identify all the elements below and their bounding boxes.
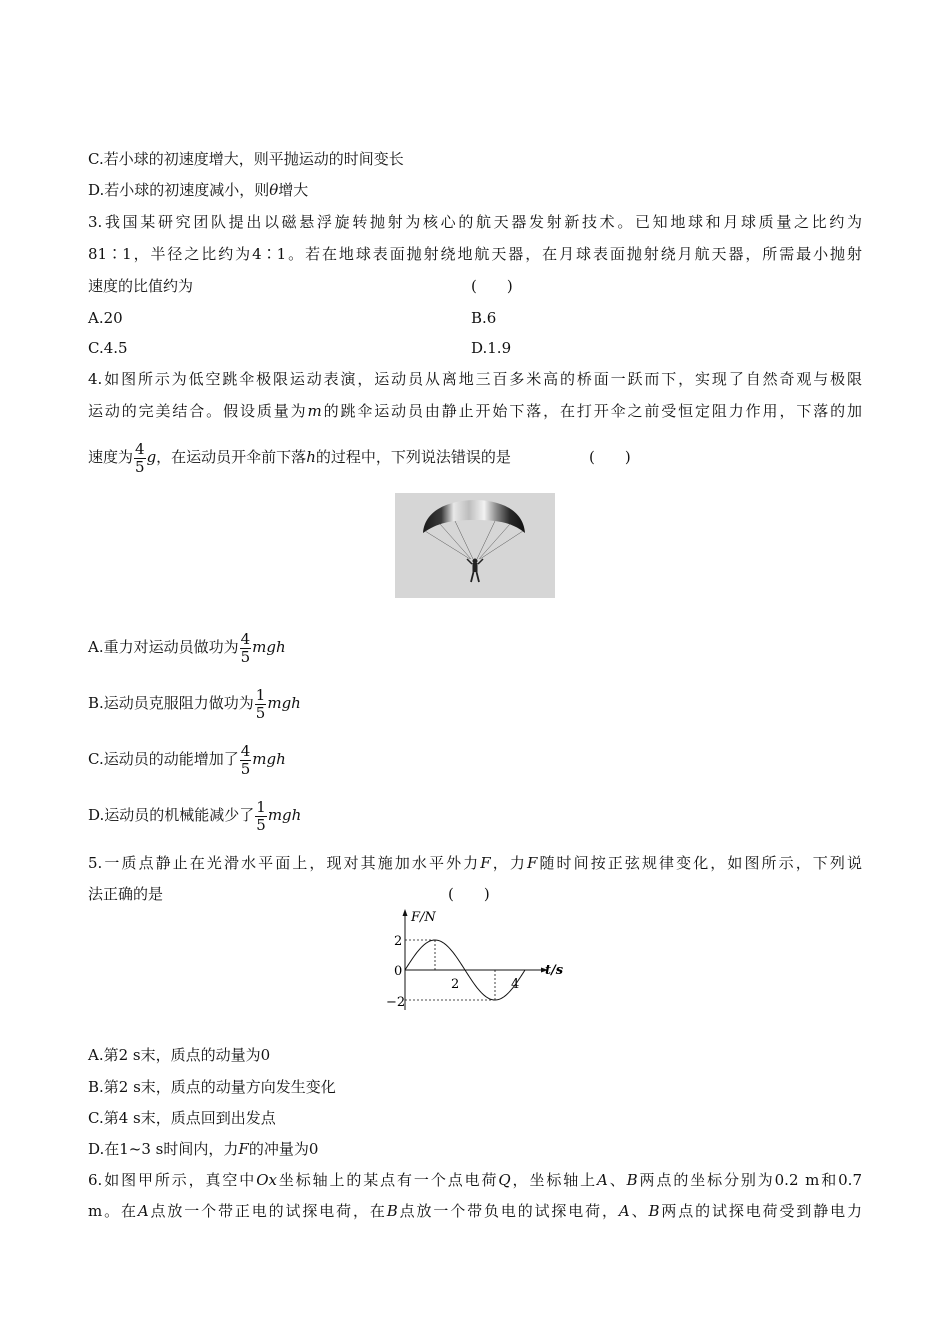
- q4-option-d: D.运动员的机械能减少了 $\frac{1}{5}$ mgh: [88, 797, 302, 834]
- q5-option-d: D.在1~3 s时间内，力F的冲量为0: [88, 1140, 319, 1158]
- x-tick-label-2: 2: [451, 977, 460, 992]
- q5-stem-line-1: 5.一质点静止在光滑水平面上，现对其施加水平外力F，力F随时间按正弦规律变化，如图所示，下列说: [88, 854, 862, 872]
- fraction: $\frac{4}{5}$: [240, 741, 251, 778]
- q3-stem-line-1: 3.我国某研究团队提出以磁悬浮旋转抛射为核心的航天器发射新技术。已知地球和月球质量之比约为: [88, 213, 862, 231]
- q2-option-c: C.若小球的初速度增大，则平抛运动的时间变长: [88, 150, 404, 168]
- q3-stem-line-3: 速度的比值约为: [88, 277, 194, 295]
- q4-stem-line-2: 运动的完美结合。假设质量为m的跳伞运动员由静止开始下落，在打开伞之前受恒定阻力作用，下落的加: [88, 402, 862, 420]
- q4-option-c: C.运动员的动能增加了 $\frac{4}{5}$ mgh: [88, 741, 286, 778]
- x-axis-label: t/s: [545, 963, 564, 978]
- q5-option-a: A.第2 s末，质点的动量为0: [88, 1046, 271, 1064]
- y-axis-arrow: [403, 909, 408, 916]
- y-tick-label-neg2: −2: [386, 995, 406, 1010]
- q3-option-c: C.4.5: [88, 339, 128, 357]
- q3-stem-line-2: 81∶1，半径之比约为4∶1。若在地球表面抛射绕地航天器，在月球表面抛射绕月航天器，所需最小抛射: [88, 245, 862, 263]
- q4-stem-line-1: 4.如图所示为低空跳伞极限运动表演，运动员从离地三百多米高的桥面一跃而下，实现了自然奇观与极限: [88, 370, 862, 388]
- q4-option-a: A.重力对运动员做功为 $\frac{4}{5}$ mgh: [88, 629, 286, 666]
- q6-stem-line-1: 6.如图甲所示，真空中Ox坐标轴上的某点有一个点电荷Q，坐标轴上A、B两点的坐标分别为0.2 m和0.7: [88, 1171, 862, 1189]
- y-axis-label: F/N: [411, 910, 436, 925]
- q4-answer-bracket: ( ): [589, 448, 631, 466]
- q5-option-b: B.第2 s末，质点的动量方向发生变化: [88, 1078, 336, 1096]
- parachutist-photo: [395, 493, 555, 598]
- fraction: $\frac{4}{5}$: [240, 629, 251, 666]
- x-tick-label-4: 4: [511, 977, 520, 992]
- q3-option-a: A.20: [88, 309, 123, 327]
- q2-option-d: D.若小球的初速度减小，则θ增大: [88, 181, 309, 199]
- fraction: $\frac{1}{5}$: [256, 797, 266, 834]
- q6-stem-line-2: m。在A点放一个带正电的试探电荷，在B点放一个带负电的试探电荷，A、B两点的试探电荷受到静电力: [88, 1202, 862, 1220]
- q3-option-d: D.1.9: [471, 339, 512, 357]
- q3-option-b: B.6: [471, 309, 497, 327]
- y-tick-label-0: 0: [394, 964, 403, 979]
- q4-stem-line-3: 速度为 $\frac{4}{5}$ g，在运动员开伞前下落h的过程中，下列说法错误的是: [88, 439, 511, 476]
- q3-answer-bracket: ( ): [471, 277, 513, 295]
- fraction: $\frac{1}{5}$: [255, 685, 266, 722]
- q4-option-b: B.运动员克服阻力做功为 $\frac{1}{5}$ mgh: [88, 685, 301, 722]
- fraction-four-fifths: $\frac{4}{5}$: [135, 439, 145, 476]
- force-time-graph: [380, 905, 575, 1015]
- q5-answer-bracket: ( ): [448, 885, 490, 903]
- q5-stem-line-2: 法正确的是: [88, 885, 164, 903]
- q5-option-c: C.第4 s末，质点回到出发点: [88, 1109, 276, 1127]
- y-tick-label-2: 2: [394, 934, 403, 949]
